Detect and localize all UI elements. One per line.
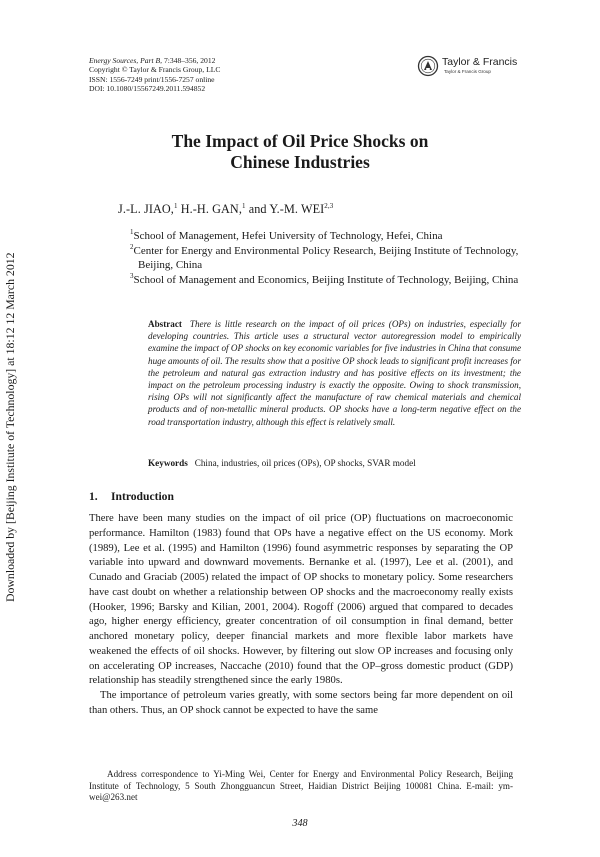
keywords bbox=[148, 458, 521, 468]
affiliation-item: $^2$Center for Energy and Environmental Policy Research, Beijing Institute of Technology, Beijing, China bbox=[130, 242, 519, 272]
keywords-label: Keywords bbox=[148, 458, 188, 468]
page-number: 348 bbox=[292, 818, 308, 829]
doi-line: DOI: 10.1080/15567249.2011.594852 bbox=[89, 83, 206, 93]
author-affiliation-mark: 1 bbox=[241, 202, 246, 210]
title-line-2: Chinese Industries bbox=[230, 152, 370, 172]
download-watermark bbox=[3, 253, 19, 602]
download-note: Downloaded by [Beijing Institute of Technology] at 18:12 12 March 2012 bbox=[3, 252, 17, 602]
section-heading bbox=[89, 490, 174, 503]
affiliation-item: $^3$School of Management and Economics, Beijing Institute of Technology, Beijing, China bbox=[130, 271, 519, 286]
article-metadata bbox=[89, 56, 220, 93]
journal-line: Energy Sources, Part B, 7:348–356, 2012 bbox=[89, 56, 216, 65]
author-affiliation-mark: 2,3 bbox=[324, 202, 334, 210]
publisher-logo bbox=[417, 55, 527, 79]
issn-line: ISSN: 1556-7249 print/1556-7257 online bbox=[89, 74, 215, 84]
author-affiliation-mark: 1 bbox=[173, 202, 178, 210]
affiliation-item: $^1$School of Management, Hefei University of Technology, Hefei, China bbox=[130, 228, 443, 242]
section-number: 1. bbox=[89, 490, 98, 503]
author-name: H.-H. GAN, bbox=[177, 202, 242, 216]
body-paragraph: There have been many studies on the impact of oil price (OP) fluctuations on macroeconomic performance. Hamilton (1983) found that OPs have a negative effect on the US economy. Mork (1989), Lee et al. (1995) and Hamilton (1996) found asymmetric responses by separating the OP variable into upward and downward movements. Bernanke et al. (1997), Lee et al. (2001), and Cunado and Graciab (2005) related the impact of OP shocks to monetary policy. Some researchers have cast doubt on whether a relationship between OP shocks and the macroeconomy really exists (Hooker, 1996; Barsky and Kilian, 2001, 2004). Rogoff (2006) argued that compared to decades ago, higher energy efficiency, greater concentration of oil consumption in final demand, better anchored monetary policy, deeper financial markets and more flexible labor markets have weakened the effects of oil shocks. However, by filtering out slow OP increases and focusing only on accelerating OP increases, Naccache (2010) found that the OP–gross domestic product (GDP) relationship has steadily strengthened since the early 1980s. bbox=[89, 513, 513, 687]
abstract-label: Abstract bbox=[148, 319, 182, 329]
author-name: and Y.-M. WEI bbox=[245, 202, 325, 216]
paper-title bbox=[89, 131, 511, 173]
copyright-line: Copyright © Taylor & Francis Group, LLC bbox=[89, 65, 221, 75]
correspondence-note bbox=[89, 769, 513, 804]
publisher-group: Taylor & Francis Group bbox=[444, 69, 491, 74]
author-list bbox=[118, 202, 333, 217]
body-paragraph: The importance of petroleum varies greatly, with some sectors being far more dependent on oil than others. Thus, an OP shock cannot be expected to have the same bbox=[89, 690, 513, 716]
publisher-name: Taylor & Francis bbox=[442, 56, 518, 68]
affiliations bbox=[122, 229, 522, 287]
author-name: J.-L. JIAO, bbox=[118, 202, 174, 216]
abstract bbox=[148, 318, 521, 428]
correspondence-text: Address correspondence to Yi-Ming Wei, Center for Energy and Environmental Policy Research, Beijing Institute of Technology, 5 South Zhongguancun Street, Haidian District Beijing 100081 China. E-mail: ym-wei@263.net bbox=[89, 769, 513, 803]
body-text bbox=[89, 512, 513, 719]
title-line-1: The Impact of Oil Price Shocks on bbox=[171, 131, 429, 151]
section-title: Introduction bbox=[111, 490, 174, 503]
keywords-text: China, industries, oil prices (OPs), OP shocks, SVAR model bbox=[194, 458, 416, 468]
abstract-text: There is little research on the impact of oil prices (OPs) on industries, especially for developing countries. This article uses a structural vector autoregression model to empirically examine the impact of OP shocks on key economic variables for five industries in China that consume huge amounts of oil. The results show that a positive OP shock leads to significant profit increases for the petroleum and natural gas extraction industry and has positive effects on its investment; the impact on the petroleum processing industry is exactly the opposite. Owing to shock transmission, rising OPs will not significantly affect the manufacture of raw chemical materials and chemical products and of non-metallic mineral products. OP shocks have a long-term negative effect on the road transportation industry, although this effect is relatively small. bbox=[148, 319, 522, 427]
taylor-francis-logo-icon bbox=[417, 55, 439, 77]
